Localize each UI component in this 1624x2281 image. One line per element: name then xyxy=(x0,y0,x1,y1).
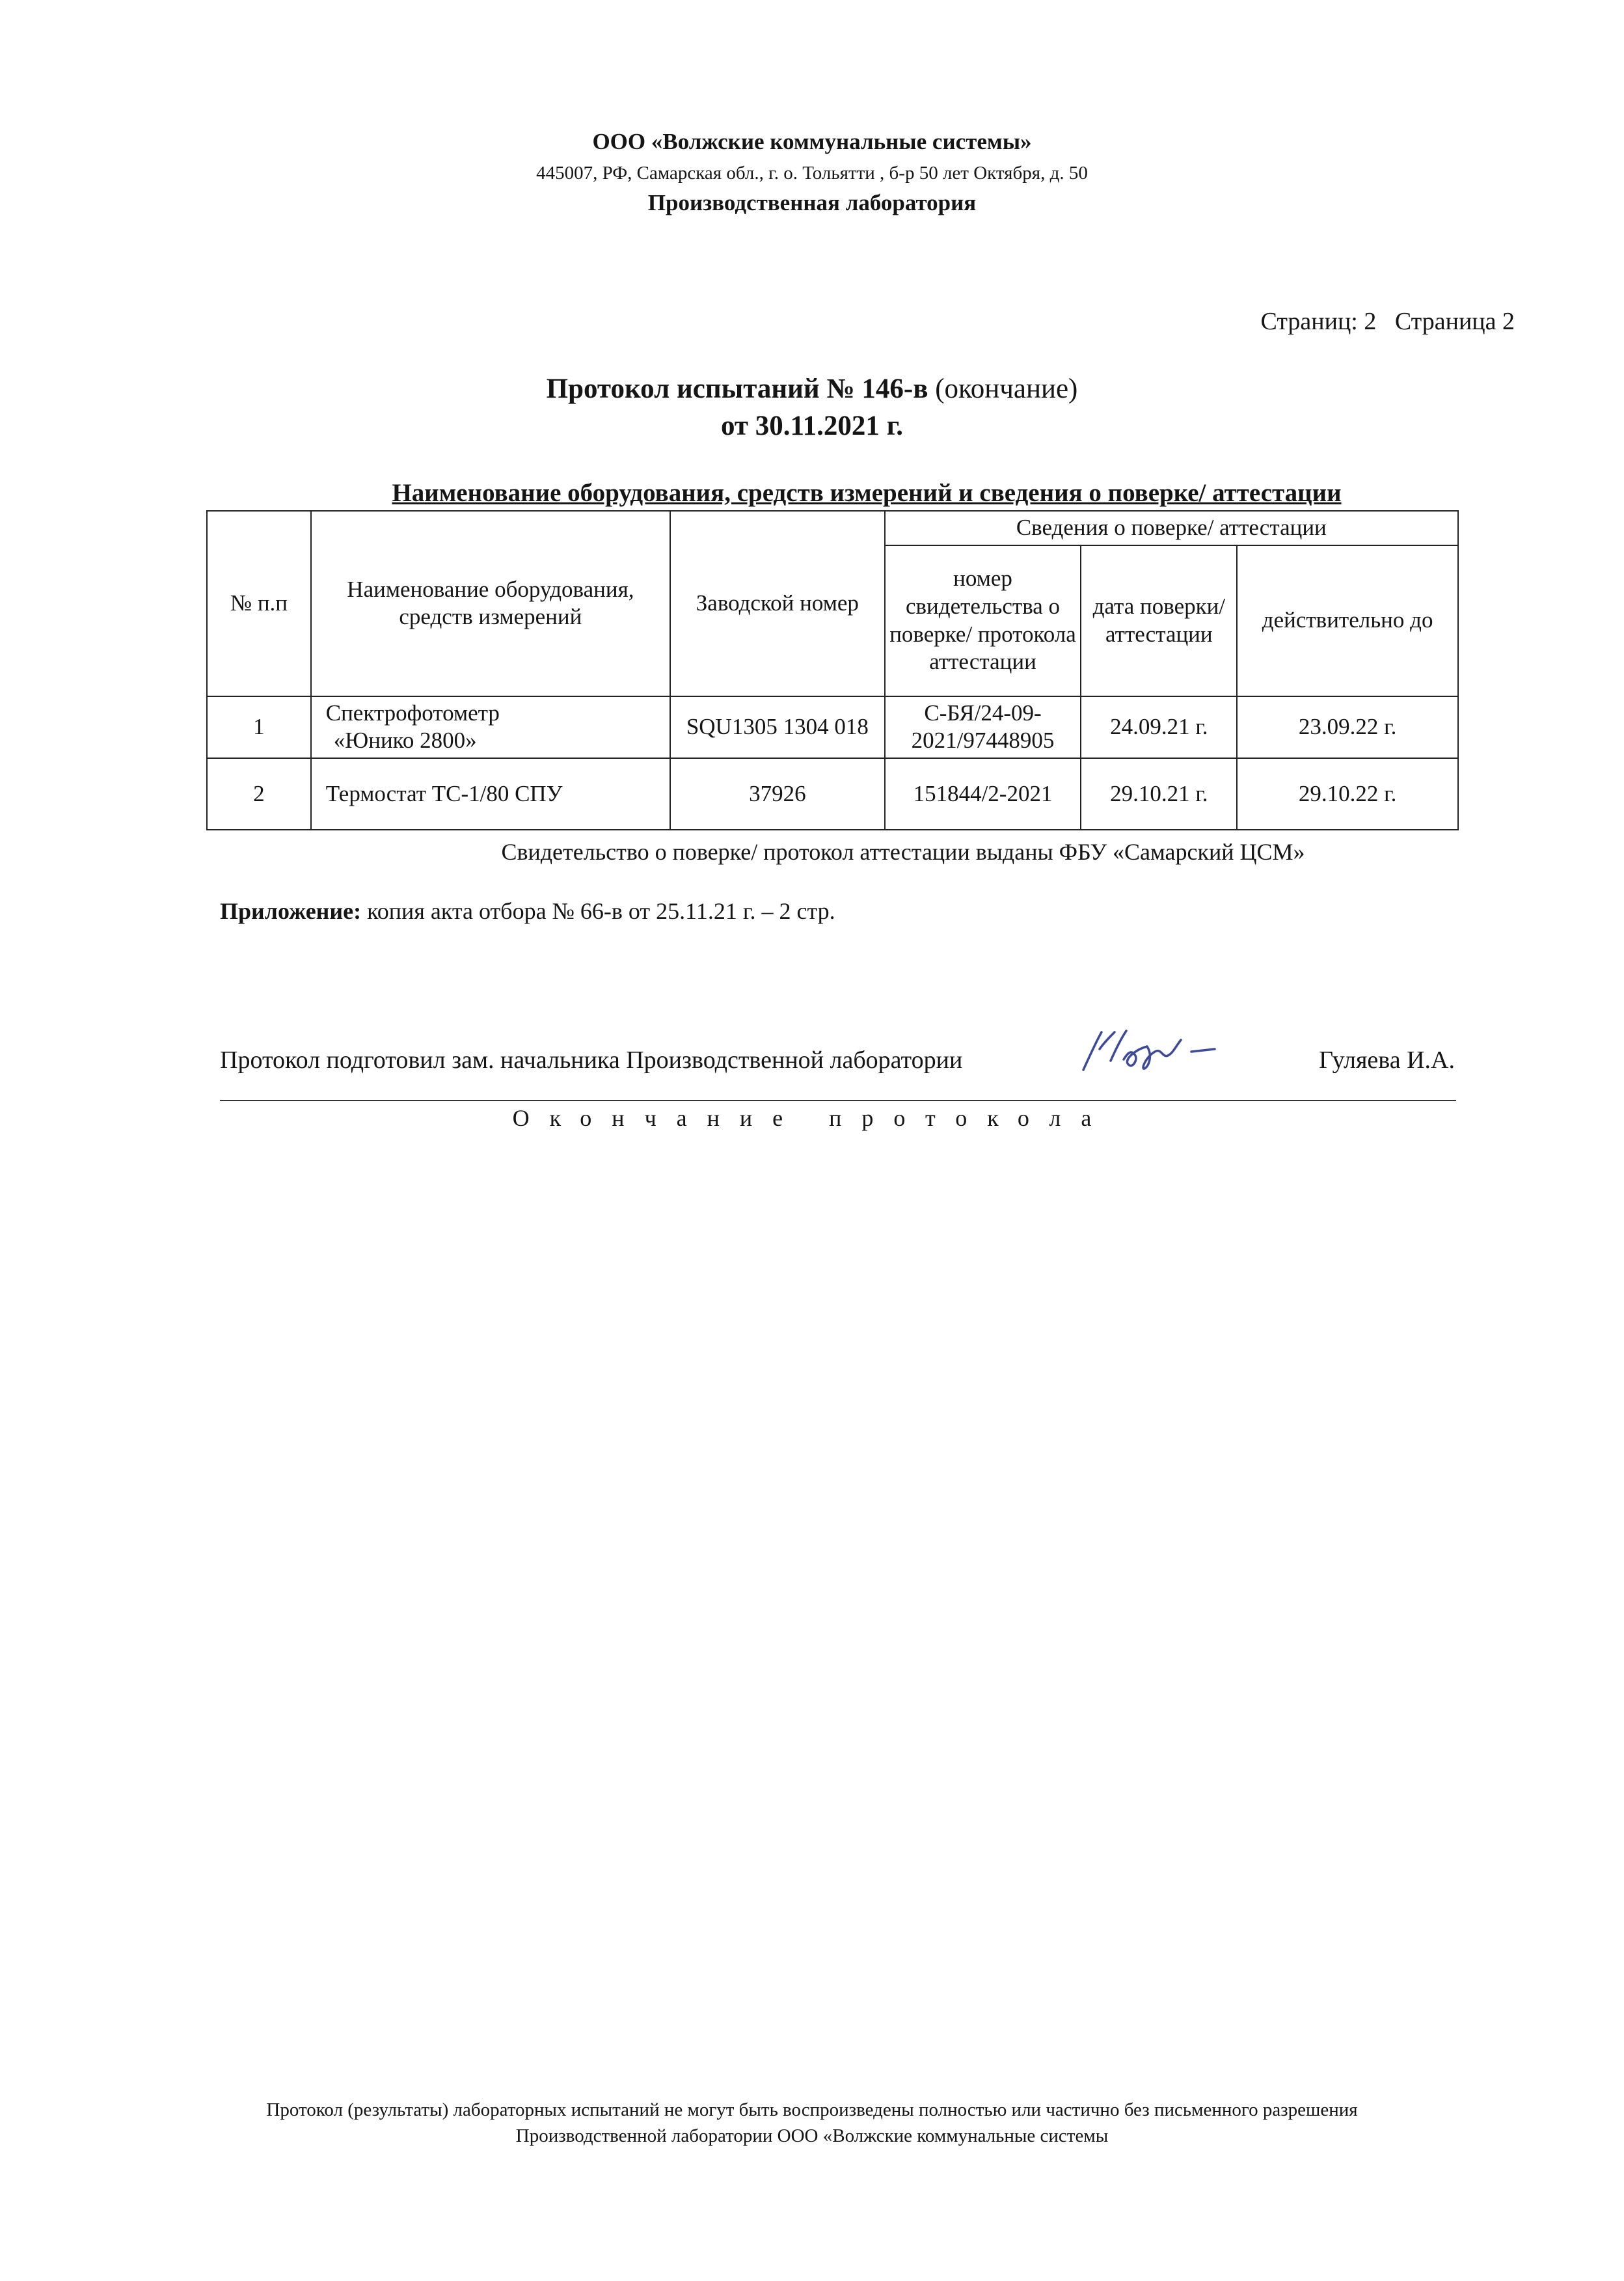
table-row xyxy=(207,696,1458,758)
cell-certificate: С-БЯ/24-09-2021/97448905 xyxy=(885,696,1081,758)
cell-date: 24.09.21 г. xyxy=(1081,696,1237,758)
cell-name xyxy=(311,696,670,758)
cell-valid-until: 23.09.22 г. xyxy=(1237,696,1458,758)
footer-line-1: Протокол (результаты) лабораторных испытаний не могут быть воспроизведены полностью или частично без письменного разрешения xyxy=(266,2099,1358,2120)
verification-note: Свидетельство о поверке/ протокол аттестации выданы ФБУ «Самарский ЦСМ» xyxy=(501,839,1305,865)
protocol-date: от 30.11.2021 г. xyxy=(720,411,904,441)
protocol-title-main: Протокол испытаний № 146-в xyxy=(546,374,928,404)
cell-date: 29.10.21 г. xyxy=(1081,758,1237,830)
organization-address: 445007, РФ, Самарская обл., г. о. Тольятти , б-р 50 лет Октября, д. 50 xyxy=(536,163,1088,184)
table-row xyxy=(207,758,1458,830)
organization-name: ООО «Волжские коммунальные системы» xyxy=(592,129,1032,154)
cell-certificate: 151844/2-2021 xyxy=(885,758,1081,830)
header-valid-until: действительно до xyxy=(1237,545,1458,696)
header-date: дата поверки/ аттестации xyxy=(1081,545,1237,696)
cell-num: 2 xyxy=(207,758,311,830)
header-num: № п.п xyxy=(207,511,311,696)
appendix-text: копия акта отбора № 66-в от 25.11.21 г. – 2 стр. xyxy=(361,898,835,924)
header-name: Наименование оборудования, средств измерений xyxy=(311,511,670,696)
cell-name: Термостат ТС-1/80 СПУ xyxy=(311,758,670,830)
header-serial: Заводской номер xyxy=(670,511,885,696)
cell-serial: SQU1305 1304 018 xyxy=(670,696,885,758)
divider xyxy=(220,1100,1456,1101)
laboratory-name: Производственная лаборатория xyxy=(647,190,977,215)
signer-name: Гуляева И.А. xyxy=(1319,1046,1455,1074)
handwritten-signature xyxy=(1064,1023,1233,1082)
protocol-title-suffix: (окончание) xyxy=(928,374,1078,404)
cell-name-line2: «Юнико 2800» xyxy=(333,728,477,754)
protocol-title xyxy=(0,373,1624,405)
cell-name-line1: Спектрофотометр xyxy=(325,700,500,726)
appendix xyxy=(220,897,835,925)
appendix-label: Приложение: xyxy=(220,898,362,924)
cell-num: 1 xyxy=(207,696,311,758)
header-verification-group: Сведения о поверке/ аттестации xyxy=(885,511,1458,545)
table-header-row xyxy=(207,511,1458,545)
cell-valid-until: 29.10.22 г. xyxy=(1237,758,1458,830)
equipment-table xyxy=(206,510,1459,830)
prepared-by: Протокол подготовил зам. начальника Производственной лаборатории xyxy=(220,1046,963,1074)
table-caption: Наименование оборудования, средств измерений и сведения о поверке/ аттестации xyxy=(392,479,1342,507)
header-certificate: номер свидетельства о поверке/ протокола аттестации xyxy=(885,545,1081,696)
end-of-protocol: Окончание протокола xyxy=(512,1105,1112,1131)
cell-serial: 37926 xyxy=(670,758,885,830)
page-counter: Страниц: 2 Страница 2 xyxy=(1260,308,1515,335)
footer-line-2: Производственной лаборатории ООО «Волжские коммунальные системы xyxy=(515,2125,1109,2146)
